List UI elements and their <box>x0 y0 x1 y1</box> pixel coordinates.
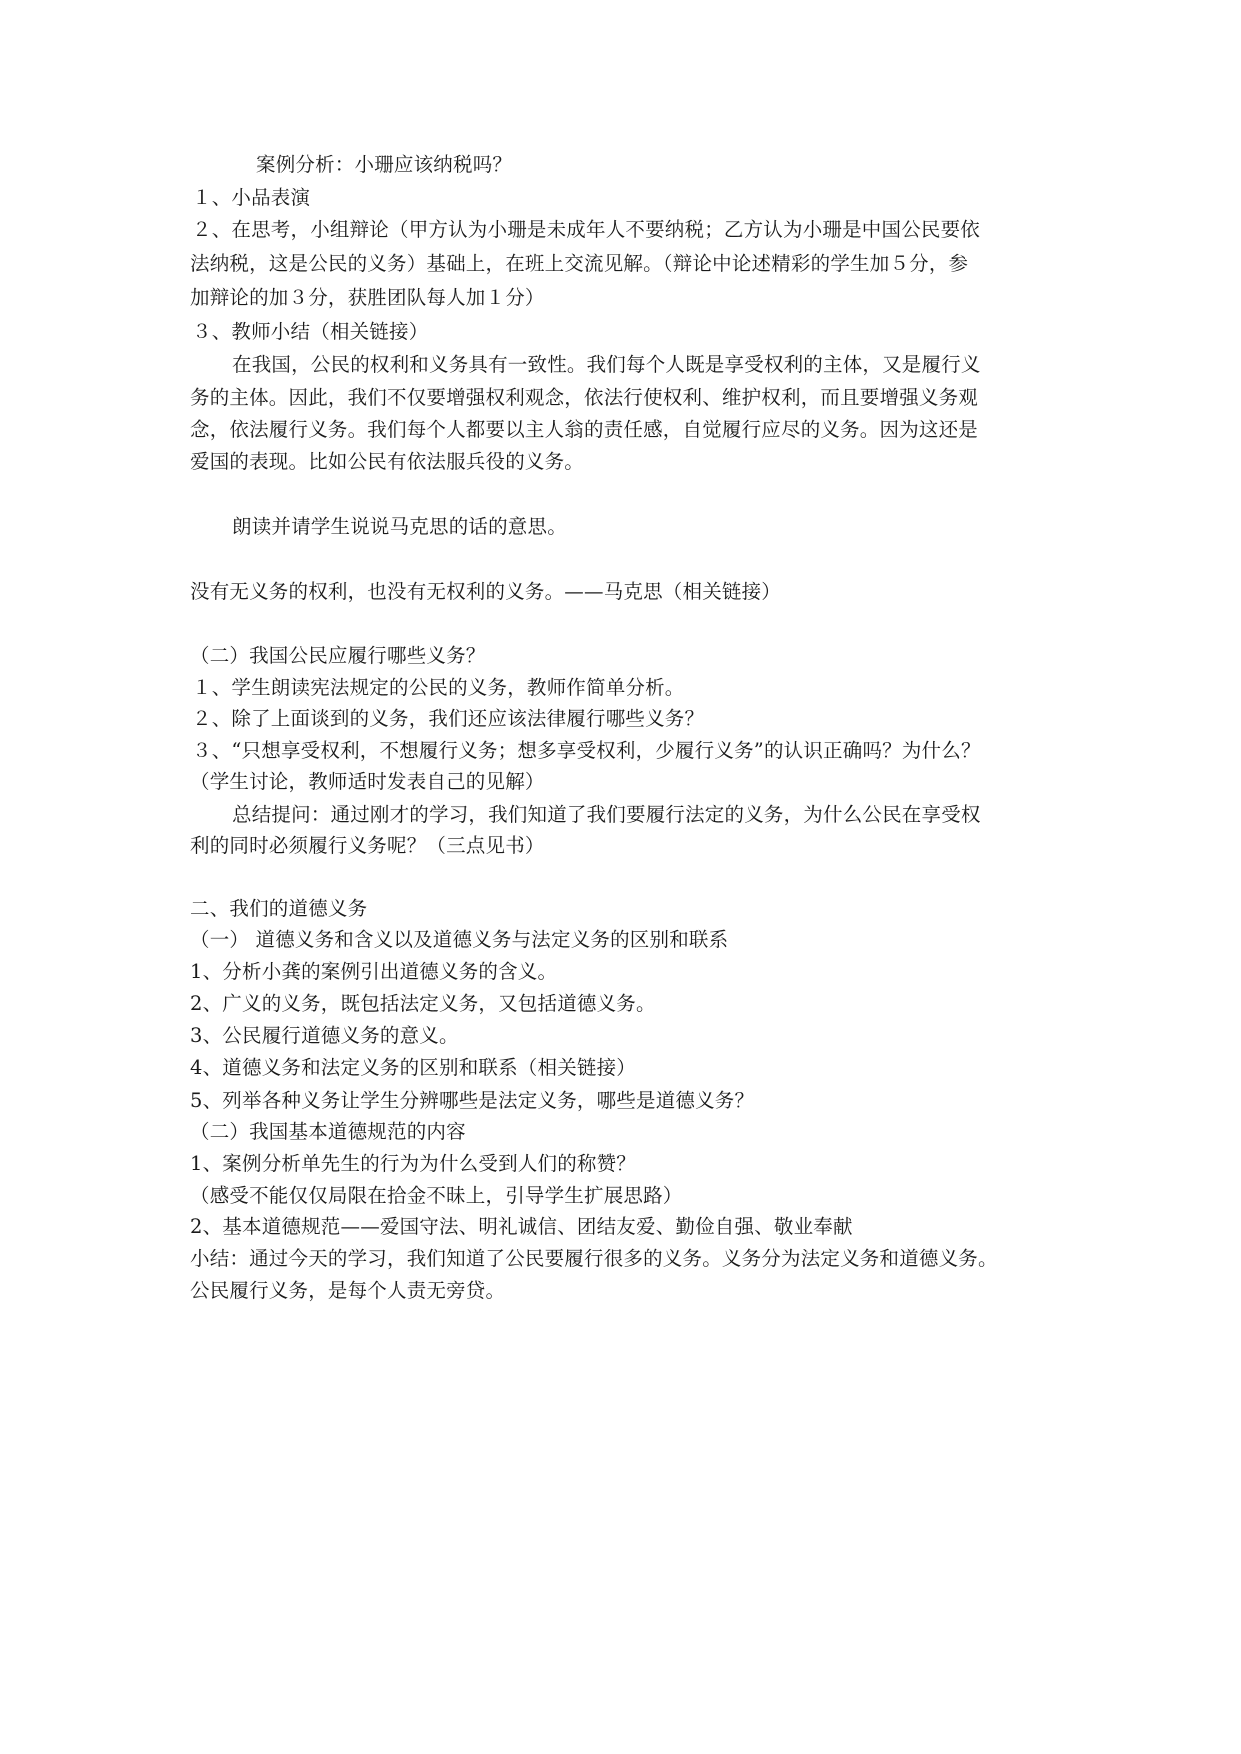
summary-line: 小结：通过今天的学习，我们知道了公民要履行很多的义务。义务分为法定义务和道德义务。 <box>190 1247 998 1270</box>
list-item: 5、列举各种义务让学生分辨哪些是法定义务，哪些是道德义务？ <box>190 1089 755 1112</box>
list-item: 2、基本道德规范——爱国守法、明礼诚信、团结友爱、勤俭自强、敬业奉献 <box>190 1215 853 1238</box>
paragraph-line: （感受不能仅仅局限在拾金不昧上，引导学生扩展思路） <box>190 1184 683 1207</box>
paragraph-line: 务的主体。因此，我们不仅要增强权利观念，依法行使权利、维护权利，而且要增强义务观 <box>190 386 979 409</box>
quote-line: 没有无义务的权利，也没有无权利的义务。——马克思（相关链接） <box>190 580 782 603</box>
case-heading: 案例分析：小珊应该纳税吗？ <box>256 153 513 176</box>
list-item: 4、道德义务和法定义务的区别和联系（相关链接） <box>190 1056 637 1079</box>
list-item: 3、公民履行道德义务的意义。 <box>190 1024 459 1047</box>
paragraph-line: 念，依法履行义务。我们每个人都要以主人翁的责任感，自觉履行应尽的义务。因为这还是 <box>190 418 979 441</box>
paragraph-line: （学生讨论，教师适时发表自己的见解） <box>190 770 545 793</box>
paragraph-line: 利的同时必须履行义务呢？（三点见书） <box>190 834 545 857</box>
subsection-heading: （二）我国基本道德规范的内容 <box>190 1120 466 1143</box>
list-item: ３、教师小结（相关链接） <box>192 320 429 343</box>
paragraph-line: 法纳税，这是公民的义务）基础上，在班上交流见解。（辩论中论述精彩的学生加５分，参 <box>190 252 969 275</box>
paragraph-line: 在我国，公民的权利和义务具有一致性。我们每个人既是享受权利的主体，又是履行义 <box>232 353 981 376</box>
paragraph-line: ２、在思考，小组辩论（甲方认为小珊是未成年人不要纳税；乙方认为小珊是中国公民要依 <box>192 218 981 241</box>
paragraph-line: 总结提问：通过刚才的学习，我们知道了我们要履行法定的义务，为什么公民在享受权 <box>232 803 981 826</box>
summary-line: 公民履行义务，是每个人责无旁贷。 <box>190 1279 506 1302</box>
list-item: 1、案例分析单先生的行为为什么受到人们的称赞？ <box>190 1152 637 1175</box>
section-heading: 二、我们的道德义务 <box>190 897 368 920</box>
list-item: ３、“只想享受权利，不想履行义务；想多享受权利，少履行义务”的认识正确吗？为什么？ <box>192 739 981 762</box>
list-item: ２、除了上面谈到的义务，我们还应该法律履行哪些义务？ <box>192 707 705 730</box>
list-item: 2、广义的义务，既包括法定义务，又包括道德义务。 <box>190 992 656 1015</box>
paragraph-line: 朗读并请学生说说马克思的话的意思。 <box>232 515 567 538</box>
section-heading: （二）我国公民应履行哪些义务？ <box>190 644 486 667</box>
paragraph-line: 加辩论的加３分，获胜团队每人加１分） <box>190 286 545 309</box>
list-item: 1、分析小龚的案例引出道德义务的含义。 <box>190 960 558 983</box>
subsection-heading: （一） 道德义务和含义以及道德义务与法定义务的区别和联系 <box>190 928 729 951</box>
paragraph-line: 爱国的表现。比如公民有依法服兵役的义务。 <box>190 450 585 473</box>
list-item: １、小品表演 <box>192 186 311 209</box>
list-item: １、学生朗读宪法规定的公民的义务，教师作简单分析。 <box>192 676 685 699</box>
